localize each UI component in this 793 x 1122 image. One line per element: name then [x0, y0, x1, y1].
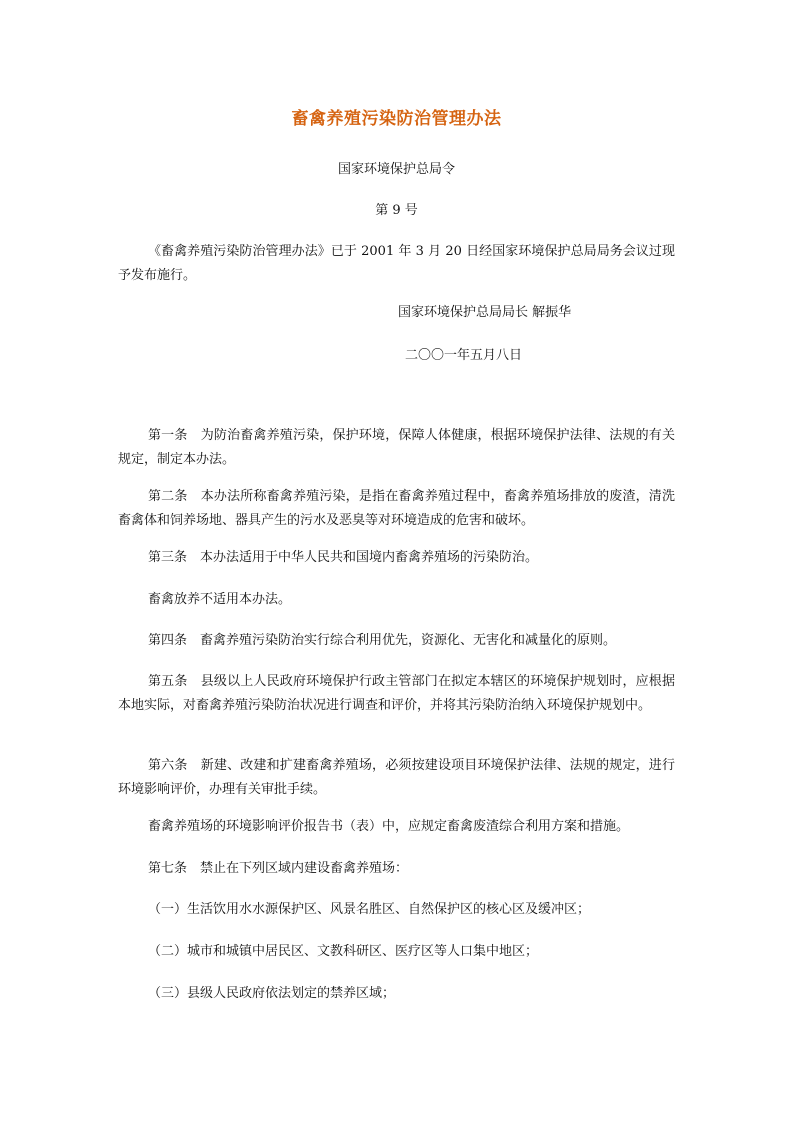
preamble: 《畜禽养殖污染防治管理办法》已于 2001 年 3 月 20 日经国家环境保护总局局务会议过现予发布施行。 [118, 244, 675, 283]
article-7-item-3: （三）县级人民政府依法划定的禁养区域； [148, 986, 396, 1001]
article-6: 第六条 新建、改建和扩建畜禽养殖场，必须按建设项目环境保护法律、法规的规定，进行环境影响评价，办理有关审批手续。 [118, 758, 675, 797]
issuer-line: 国家环境保护总局令 [337, 162, 455, 177]
article-1: 第一条 为防治畜禽养殖污染，保护环境，保障人体健康，根据环境保护法律、法规的有关规定，制定本办法。 [118, 428, 675, 467]
article-7: 第七条 禁止在下列区域内建设畜禽养殖场： [148, 861, 409, 876]
article-3: 第三条 本办法适用于中华人民共和国境内畜禽养殖场的污染防治。 [148, 550, 539, 565]
article-7-item-2: （二）城市和城镇中居民区、文教科研区、医疗区等人口集中地区； [148, 944, 539, 959]
date-line: 二〇〇一年五月八日 [405, 348, 523, 363]
article-5: 第五条 县级以上人民政府环境保护行政主管部门在拟定本辖区的环境保护规划时，应根据本地实际，对畜禽养殖污染防治状况进行调查和评价，并将其污染防治纳入环境保护规划中。 [118, 674, 675, 713]
document-title: 畜禽养殖污染防治管理办法 [291, 109, 502, 129]
article-6-note: 畜禽养殖场的环境影响评价报告书（表）中，应规定畜禽废渣综合利用方案和措施。 [148, 819, 630, 834]
signature-line: 国家环境保护总局局长 解振华 [398, 305, 572, 320]
order-number: 第 9 号 [375, 203, 418, 218]
article-2: 第二条 本办法所称畜禽养殖污染，是指在畜禽养殖过程中，畜禽养殖场排放的废渣，清洗畜禽体和饲养场地、器具产生的污水及恶臭等对环境造成的危害和破坏。 [118, 489, 675, 528]
article-4: 第四条 畜禽养殖污染防治实行综合利用优先，资源化、无害化和减量化的原则。 [148, 633, 617, 648]
article-3-note: 畜禽放养不适用本办法。 [148, 592, 292, 607]
article-7-item-1: （一）生活饮用水水源保护区、风景名胜区、自然保护区的核心区及缓冲区； [148, 902, 591, 917]
